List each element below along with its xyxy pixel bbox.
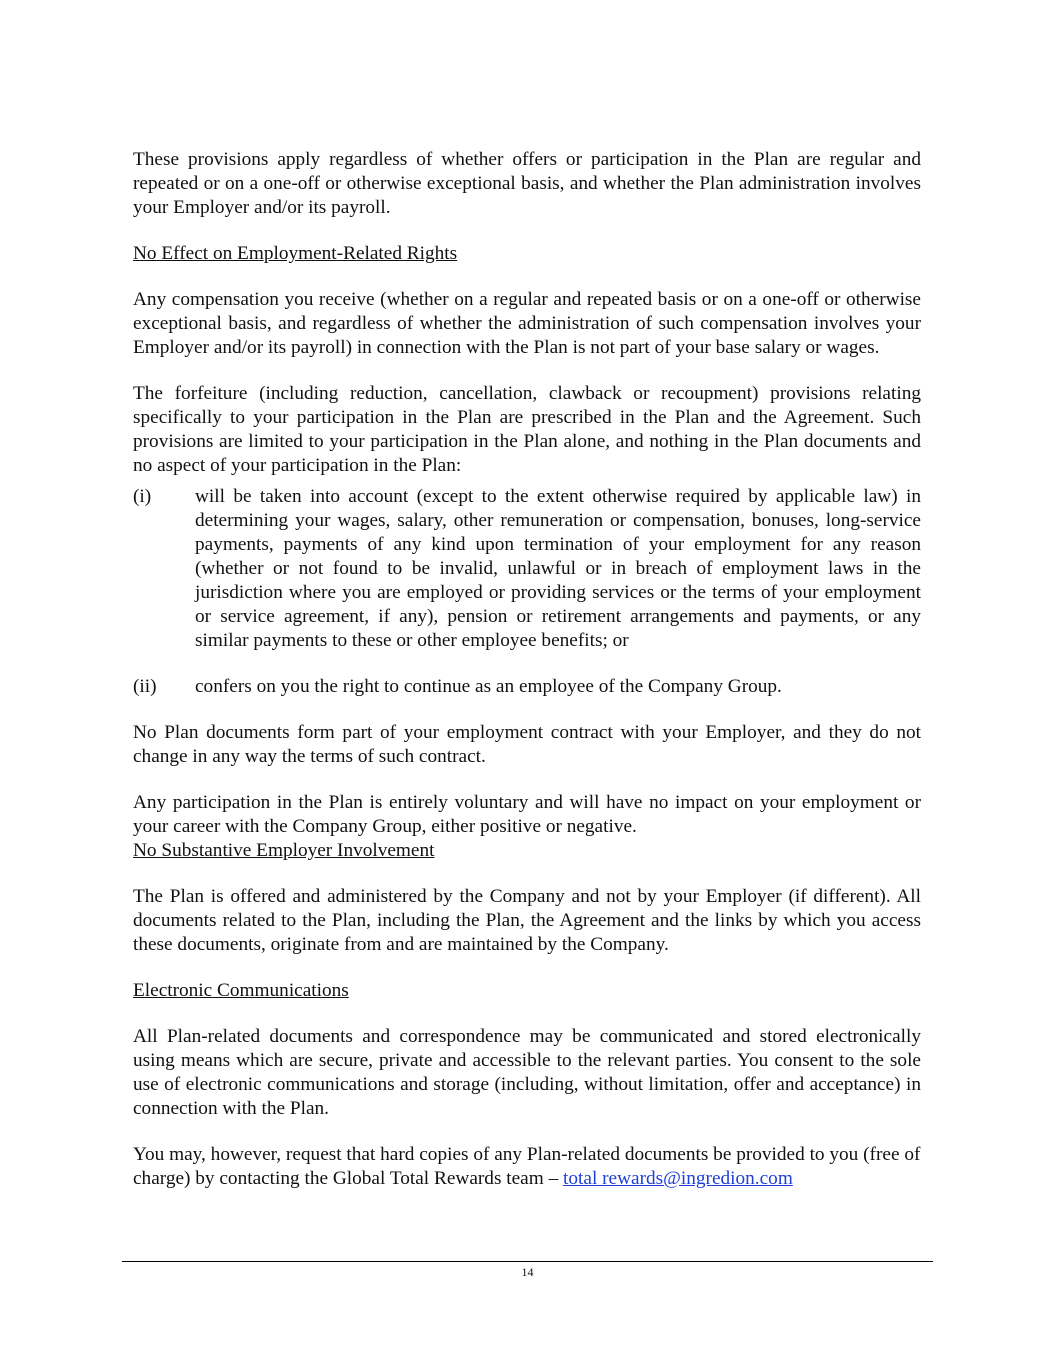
list-item-text: confers on you the right to continue as an employee of the Company Group. [195,676,782,697]
paragraph-compensation: Any compensation you receive (whether on a regular and repeated basis or on a one-off or otherwise exceptional basis, and regardless of whether the administration of such compensation involves your Employer and/or its payroll) in connection with the Plan is not part of your base salary or wages. [133,289,921,358]
footer-divider [122,1261,933,1262]
paragraph-forfeiture: The forfeiture (including reduction, cancellation, clawback or recoupment) provisions relating specifically to your participation in the Plan are prescribed in the Plan and the Agreement. Such provisions are limited to your participation in the Plan alone, and nothing in the Plan documents and no aspect of your participation in the Plan: [133,383,921,476]
paragraph-voluntary: Any participation in the Plan is entirely voluntary and will have no impact on your employment or your career with the Company Group, either positive or negative. [133,792,921,837]
paragraph-electronic: All Plan-related documents and correspondence may be communicated and stored electronically using means which are secure, private and accessible to the relevant parties. You consent to the sole use of electronic communications and storage (including, without limitation, offer and acceptance) in connection with the Plan. [133,1026,921,1119]
heading-no-effect-employment-rights: No Effect on Employment-Related Rights [133,243,458,264]
total-rewards-email-link[interactable]: total rewards@ingredion.com [563,1168,793,1189]
list-marker: (ii) [133,676,157,697]
paragraph-employment-contract: No Plan documents form part of your employment contract with your Employer, and they do not change in any way the terms of such contract. [133,722,921,767]
list-item-text: will be taken into account (except to the extent otherwise required by applicable law) in determining your wages, salary, other remuneration or compensation, bonuses, long-service payments, payments of any kind upon termination of your employment for any reason (whether or not found to be invalid, unlawful or in breach of employment laws in the jurisdiction where you are employed or providing services or the terms of your employment or service agreement, if any), pension or retirement arrangements and payments, or any similar payments to these or other employee benefits; or [195,486,921,651]
paragraph-plan-offered: The Plan is offered and administered by the Company and not by your Employer (if different). All documents related to the Plan, including the Plan, the Agreement and the links by which you access these documents, originate from and are maintained by the Company. [133,886,921,955]
page-number: 14 [521,1265,534,1279]
paragraph-provisions: These provisions apply regardless of whether offers or participation in the Plan are regular and repeated or on a one-off or otherwise exceptional basis, and whether the Plan administration involves your Employer and/or its payroll. [133,149,921,218]
list-item-i [133,485,921,653]
list-item-ii [133,675,921,699]
heading-electronic-communications: Electronic Communications [133,980,349,1001]
heading-no-substantive-employer-involvement: No Substantive Employer Involvement [133,840,435,861]
hard-copies-text: You may, however, request that hard copies of any Plan-related documents be provided to you (free of charge) by contacting the Global Total Rewards team – [133,1144,921,1189]
document-body [133,148,921,1191]
paragraph-hard-copies [133,1143,921,1191]
list-marker: (i) [133,486,152,507]
